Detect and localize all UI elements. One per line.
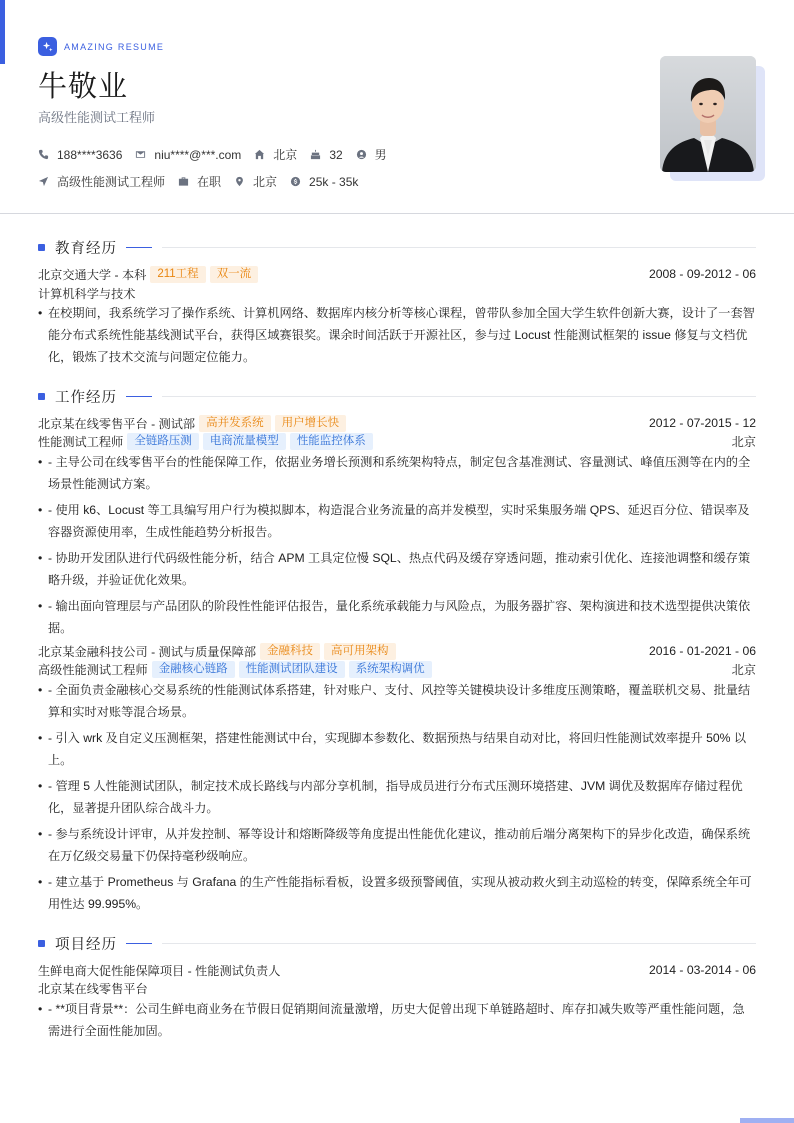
- gender-info: [356, 146, 387, 163]
- job-role: 高级性能测试工程师: [38, 662, 148, 677]
- section-accent-line: [126, 396, 152, 397]
- job-date: 2012 - 07-2015 - 12: [648, 416, 756, 430]
- section-marker: [38, 940, 45, 947]
- bullet-dot: •: [38, 455, 43, 469]
- gender-icon: [356, 149, 367, 160]
- company-name: 北京某在线零售平台 - 测试部: [38, 416, 196, 431]
- education-description: [38, 302, 756, 368]
- age-info: [310, 148, 342, 162]
- project-name: 生鲜电商大促性能保障项目 - 性能测试负责人: [38, 963, 281, 978]
- salary-info: [290, 175, 358, 189]
- education-major-row: [38, 284, 756, 302]
- job-bullet: [38, 451, 756, 495]
- company-tag: 金融科技: [260, 643, 320, 660]
- project-org: 北京某在线零售平台: [38, 981, 148, 996]
- bullet-text: - 使用 k6、Locust 等工具编写用户行为模拟脚本，构造混合业务流量的高并发模型，实时采集服务端 QPS、延迟百分位、错误率及容器资源使用率，生成性能趋势分析报告。: [48, 503, 750, 539]
- phone-info: [38, 148, 122, 162]
- major: 计算机科学与技术: [38, 286, 136, 301]
- bullet-text: 在校期间，我系统学习了操作系统、计算机网络、数据库内核分析等核心课程，曾带队参加全国大学生软件创新大赛，设计了一套智能分布式系统性能基线测试平台，获得区域赛银奖。课余时间活跃于开源社区，参与过 Locust 性能测试框架的 issue 修复与文档优化，锻炼了技术交流与问题定位能力。: [48, 306, 755, 364]
- section-title: 项目经历: [55, 936, 117, 953]
- bullet-dot: •: [38, 731, 43, 745]
- job-status-info: [178, 173, 221, 190]
- candidate-title: 高级性能测试工程师: [38, 110, 156, 125]
- cake-icon: [310, 149, 321, 160]
- job-entry-header: [38, 642, 756, 660]
- bullet-text: - 参与系统设计评审，从并发控制、幂等设计和熔断降级等角度提出性能优化建议，推动前后端分离架构下的异步化改造，确保系统在万亿级交易量下仍保持毫秒级响应。: [48, 827, 751, 863]
- project-entry-header: [38, 961, 756, 979]
- bullet-dot: •: [38, 1002, 43, 1016]
- skill-tag: 系统架构调优: [349, 661, 432, 678]
- salary-text: 25k - 35k: [309, 174, 359, 189]
- bottom-accent-bar: [740, 1118, 794, 1123]
- job-intent-row: [38, 173, 371, 190]
- skill-tag: 性能测试团队建设: [239, 661, 345, 678]
- job-bullet: [38, 547, 756, 591]
- company-tag: 用户增长快: [275, 415, 347, 432]
- contact-row: [38, 146, 400, 163]
- project-section-header: [38, 933, 756, 953]
- job-city: 北京: [731, 434, 756, 449]
- job-status-text: 在职: [197, 175, 222, 189]
- bullet-text: - 输出面向管理层与产品团队的阶段性性能评估报告，量化系统承载能力与风险点，为服务器扩容、架构演进和技术选型提供决策依据。: [48, 599, 751, 635]
- bullet-dot: •: [38, 306, 43, 320]
- bullet-text: - 协助开发团队进行代码级性能分析，结合 APM 工具定位慢 SQL、热点代码及缓存穿透问题，推动索引优化、连接池调整和缓存策略升级，并验证优化效果。: [48, 551, 751, 587]
- phone-text: 188****3636: [57, 147, 123, 162]
- sparkle-icon: [38, 37, 57, 56]
- bullet-dot: •: [38, 599, 43, 613]
- section-title: 工作经历: [55, 389, 117, 406]
- school-tag: 211工程: [150, 266, 205, 283]
- bullet-dot: •: [38, 875, 43, 889]
- gender-text: 男: [374, 148, 387, 162]
- bullet-text: - 管理 5 人性能测试团队，制定技术成长路线与内部分享机制，指导成员进行分布式压测环境搭建、JVM 调优及数据库存储过程优化，显著提升团队综合战斗力。: [48, 779, 743, 815]
- target-position-info: [38, 173, 165, 190]
- job-city: 北京: [731, 662, 756, 677]
- briefcase-icon: [178, 176, 189, 187]
- skill-tag: 电商流量模型: [203, 433, 286, 450]
- bullet-text: - 全面负责金融核心交易系统的性能测试体系搭建，针对账户、支付、风控等关键模块设计多维度压测策略，覆盖联机交易、批量结算和实时对账等混合场景。: [48, 683, 751, 719]
- bullet-text: - 引入 wrk 及自定义压测框架，搭建性能测试中台，实现脚本参数化、数据预热与结果自动对比，将回归性能测试效率提升 50% 以上。: [48, 731, 747, 767]
- bullet-dot: •: [38, 827, 43, 841]
- email-info: [135, 148, 241, 162]
- school-name: 北京交通大学 - 本科: [38, 267, 147, 282]
- education-entry-header: [38, 265, 756, 283]
- project-date: 2014 - 03-2014 - 06: [648, 963, 756, 977]
- job-role: 性能测试工程师: [38, 434, 124, 449]
- location-icon: [234, 176, 245, 187]
- money-icon: [290, 176, 301, 187]
- job-bullet: [38, 499, 756, 543]
- project-org-row: [38, 979, 756, 997]
- job-role-row: [38, 432, 756, 450]
- section-marker: [38, 393, 45, 400]
- brand: [38, 37, 164, 56]
- section-divider: [162, 943, 756, 944]
- skill-tag: 金融核心链路: [152, 661, 235, 678]
- job-bullet: [38, 823, 756, 867]
- bullet-text: - **项目背景**：公司生鲜电商业务在节假日促销期间流量激增，历史大促曾出现下单链路超时、库存扣减失败等严重性能问题，急需进行全面性能加固。: [48, 1002, 745, 1038]
- residence-text: 北京: [273, 148, 298, 162]
- bullet-text: - 主导公司在线零售平台的性能保障工作，依据业务增长预测和系统架构特点，制定包含基准测试、容量测试、峰值压测等在内的全场景性能测试方案。: [48, 455, 751, 491]
- company-name: 北京某金融科技公司 - 测试与质量保障部: [38, 644, 257, 659]
- education-date: 2008 - 09-2012 - 06: [648, 267, 756, 281]
- target-position-text: 高级性能测试工程师: [57, 175, 166, 189]
- profile-photo: [660, 56, 756, 172]
- section-accent-line: [126, 247, 152, 248]
- bullet-dot: •: [38, 551, 43, 565]
- age-text: 32: [329, 147, 343, 162]
- home-icon: [254, 149, 265, 160]
- bullet-dot: •: [38, 779, 43, 793]
- job-role-row: [38, 660, 756, 678]
- mail-icon: [135, 149, 146, 160]
- company-tag: 高可用架构: [324, 643, 396, 660]
- target-city-info: [234, 173, 277, 190]
- job-entry-header: [38, 414, 756, 432]
- project-bullet: [38, 998, 756, 1042]
- job-bullet: [38, 871, 756, 915]
- bullet-dot: •: [38, 503, 43, 517]
- job-bullet: [38, 775, 756, 819]
- bullet-dot: •: [38, 683, 43, 697]
- section-marker: [38, 244, 45, 251]
- company-tag: 高并发系统: [199, 415, 271, 432]
- job-bullet: [38, 727, 756, 771]
- section-accent-line: [126, 943, 152, 944]
- email-text: niu****@***.com: [154, 147, 242, 162]
- brand-text: AMAZING RESUME: [64, 41, 165, 52]
- skill-tag: 性能监控体系: [290, 433, 373, 450]
- job-date: 2016 - 01-2021 - 06: [648, 644, 756, 658]
- phone-icon: [38, 149, 49, 160]
- section-divider: [162, 396, 756, 397]
- school-tag: 双一流: [210, 266, 259, 283]
- residence-info: [254, 146, 297, 163]
- job-bullet: [38, 595, 756, 639]
- section-divider: [162, 247, 756, 248]
- resume-header: [0, 0, 794, 214]
- skill-tag: 全链路压测: [127, 433, 199, 450]
- education-section-header: [38, 237, 756, 257]
- candidate-name: 牛敬业: [38, 71, 129, 103]
- work-section-header: [38, 386, 756, 406]
- bullet-text: - 建立基于 Prometheus 与 Grafana 的生产性能指标看板，设置多级预警阈值，实现从被动救火到主动巡检的转变，保障系统全年可用性达 99.995%。: [48, 875, 752, 911]
- section-title: 教育经历: [55, 240, 117, 257]
- send-icon: [38, 176, 49, 187]
- target-city-text: 北京: [253, 175, 278, 189]
- job-bullet: [38, 679, 756, 723]
